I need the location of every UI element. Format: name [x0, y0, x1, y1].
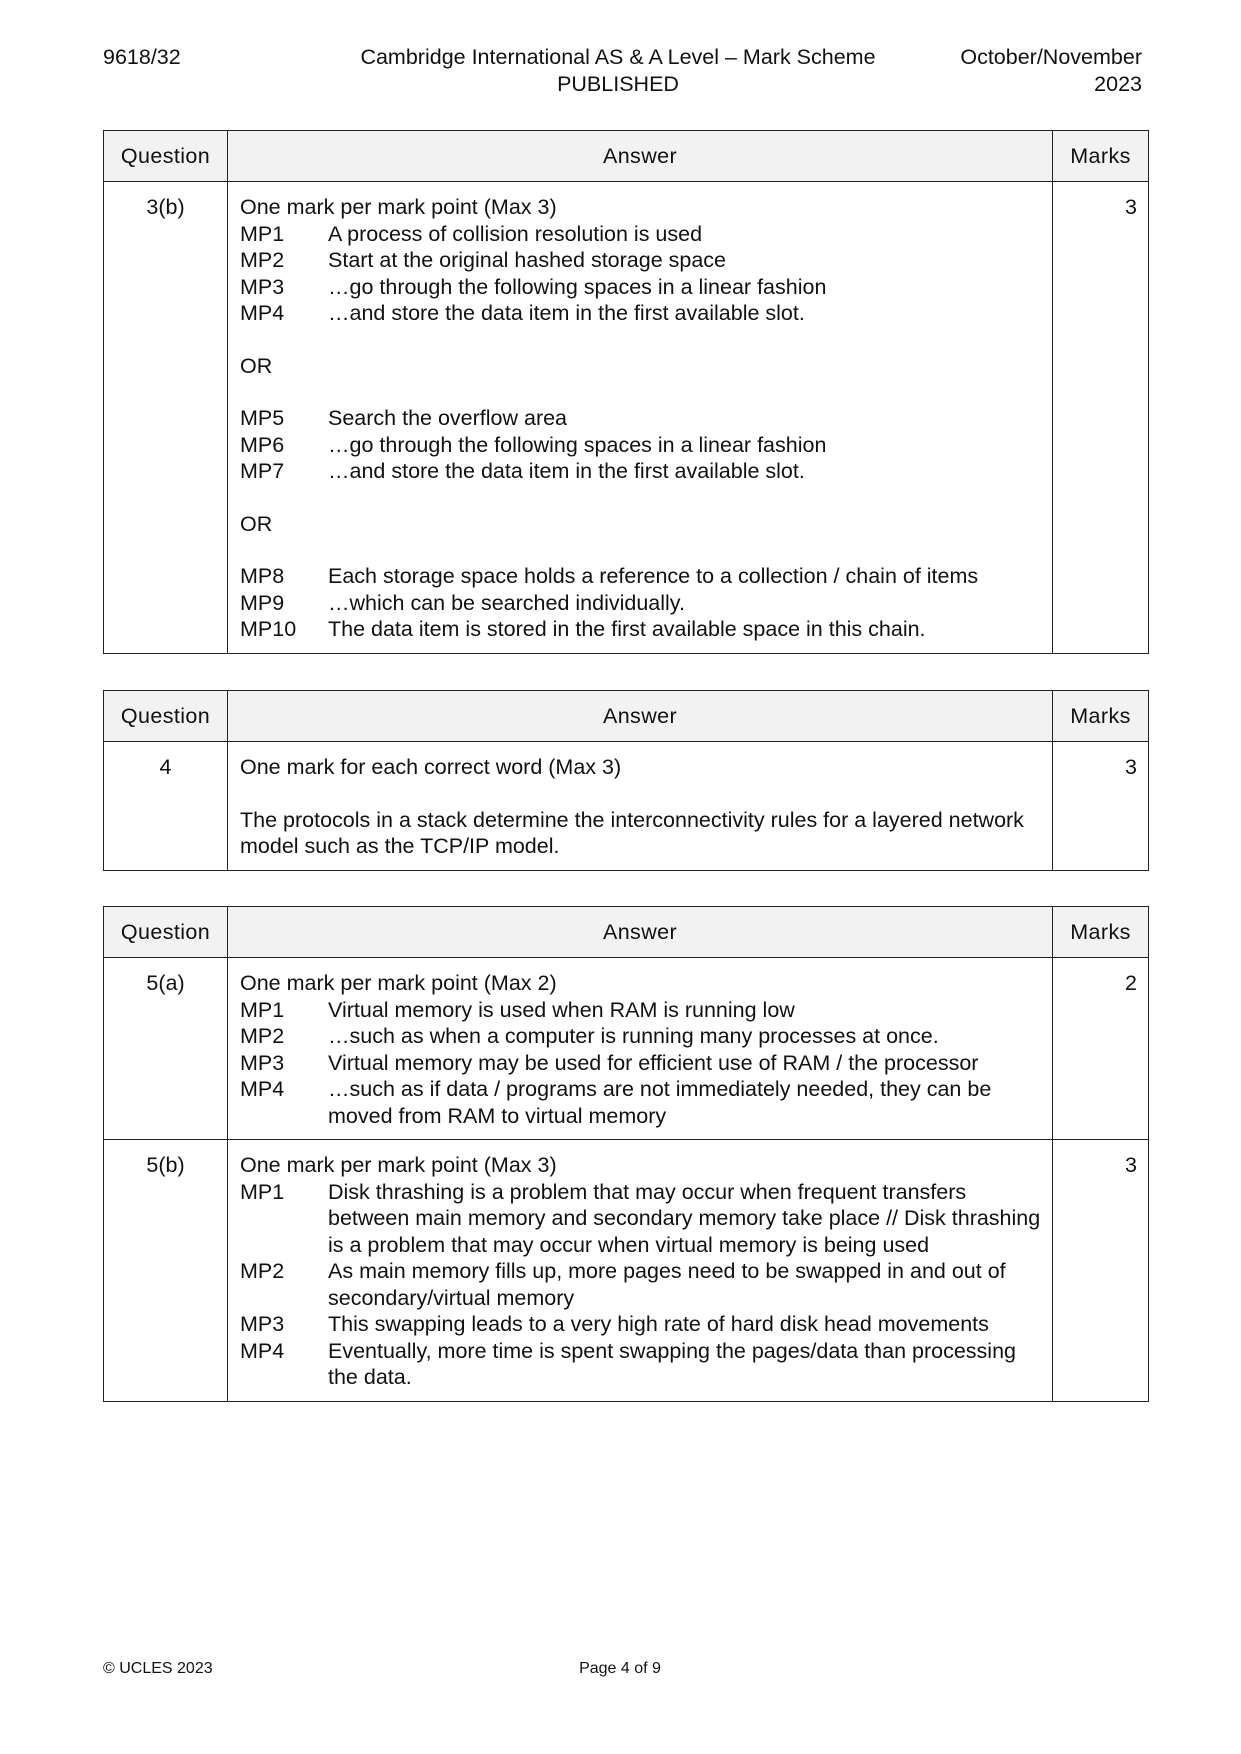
mark-point [240, 458, 1042, 485]
mark-scheme-table-q3b [103, 130, 1149, 654]
column-header-marks: Marks [1053, 907, 1149, 958]
table-header-row [104, 131, 1149, 182]
mark-point-text: …and store the data item in the first available slot. [328, 459, 805, 483]
answer-intro: One mark for each correct word (Max 3) [240, 755, 622, 779]
mark-point-label: MP9 [240, 590, 285, 615]
mark-point-text: The data item is stored in the first available space in this chain. [328, 617, 926, 641]
answer-intro: One mark per mark point (Max 2) [240, 971, 557, 995]
mark-point [240, 1076, 1042, 1129]
exam-session-line2: 2023 [1094, 72, 1142, 96]
table-row [104, 958, 1149, 1140]
mark-point [240, 1050, 1042, 1077]
page-number: Page 4 of 9 [579, 1660, 661, 1677]
column-header-question: Question [104, 907, 228, 958]
mark-scheme-table-q5 [103, 906, 1149, 1402]
answer-intro: One mark per mark point (Max 3) [240, 195, 557, 219]
column-header-answer: Answer [228, 131, 1053, 182]
mark-point-label: MP2 [240, 1024, 285, 1048]
mark-point-text: …such as if data / programs are not immediately needed, they can be moved from RAM to virtual memory [328, 1077, 992, 1128]
mark-point-text: …and store the data item in the first available slot. [328, 301, 805, 325]
column-header-question: Question [104, 691, 228, 742]
mark-point-label: MP8 [240, 564, 285, 588]
mark-point-label: MP3 [240, 274, 285, 299]
mark-point-text: Eventually, more time is spent swapping the pages/data than processing the data. [328, 1338, 1016, 1389]
mark-scheme-table-q4 [103, 690, 1149, 871]
copyright-notice: © UCLES 2023 [103, 1660, 213, 1677]
mark-point-label: MP7 [240, 459, 285, 483]
mark-point-text: Virtual memory may be used for efficient use of RAM / the processor [328, 1050, 979, 1075]
question-number: 5(b) [104, 1140, 228, 1402]
mark-point [240, 1179, 1042, 1259]
exam-session-line1: October/November [960, 45, 1142, 69]
mark-point-label: MP4 [240, 301, 285, 325]
alternative-separator: OR [240, 353, 273, 378]
mark-point [240, 616, 1042, 643]
mark-point-text: Search the overflow area [328, 406, 568, 430]
mark-point-text: A process of collision resolution is used [328, 221, 703, 246]
answer-intro: One mark per mark point (Max 3) [240, 1153, 557, 1177]
mark-point [240, 1311, 1042, 1338]
mark-point [240, 405, 1042, 432]
mark-point [240, 590, 1042, 617]
table-header-row [104, 907, 1149, 958]
mark-point-label: MP1 [240, 997, 285, 1022]
mark-point-text: …go through the following spaces in a linear fashion [328, 432, 827, 457]
mark-point [240, 300, 1042, 327]
mark-point-text: Disk thrashing is a problem that may occur when frequent transfers between main memory and secondary memory take place // Disk thrashing is a problem that may occur when virtual memory is being used [328, 1179, 1041, 1257]
document-title [330, 44, 906, 98]
document-title-line1: Cambridge International AS & A Level – Mark Scheme [360, 45, 876, 69]
question-number: 4 [104, 742, 228, 871]
mark-point-text: Start at the original hashed storage space [328, 248, 727, 272]
mark-point [240, 997, 1042, 1024]
mark-point-text: …go through the following spaces in a linear fashion [328, 274, 827, 299]
column-header-marks: Marks [1053, 131, 1149, 182]
mark-point-label: MP5 [240, 406, 285, 430]
mark-point-label: MP1 [240, 1179, 285, 1204]
column-header-marks: Marks [1053, 691, 1149, 742]
answer-cell [228, 1140, 1053, 1402]
mark-point [240, 274, 1042, 301]
table-row [104, 1140, 1149, 1402]
answer-cell [228, 958, 1053, 1140]
marks-value: 3 [1053, 1140, 1149, 1402]
mark-point-label: MP2 [240, 248, 285, 272]
mark-point [240, 221, 1042, 248]
marks-value: 2 [1053, 958, 1149, 1140]
answer-cell [228, 182, 1053, 654]
mark-point [240, 1258, 1042, 1311]
alternative-separator: OR [240, 511, 273, 536]
mark-point-text: …such as when a computer is running many processes at once. [328, 1024, 939, 1048]
mark-point-label: MP3 [240, 1312, 285, 1336]
question-number: 5(a) [104, 958, 228, 1140]
mark-point [240, 432, 1042, 459]
mark-point-text: Virtual memory is used when RAM is running low [328, 997, 795, 1022]
paper-code [103, 44, 181, 71]
mark-point-label: MP2 [240, 1259, 285, 1283]
question-number: 3(b) [104, 182, 228, 654]
mark-point-label: MP3 [240, 1050, 285, 1075]
answer-cell [228, 742, 1053, 871]
paper-code-text: 9618/32 [103, 45, 181, 69]
mark-point-label: MP1 [240, 221, 285, 246]
mark-point-text: …which can be searched individually. [328, 590, 685, 615]
mark-point-text: As main memory fills up, more pages need to be swapped in and out of secondary/virtual memory [328, 1259, 1006, 1310]
mark-point [240, 247, 1042, 274]
mark-point-label: MP6 [240, 432, 285, 457]
column-header-answer: Answer [228, 691, 1053, 742]
column-header-answer: Answer [228, 907, 1053, 958]
mark-point [240, 1338, 1042, 1391]
exam-session [960, 44, 1142, 98]
marks-value: 3 [1053, 742, 1149, 871]
mark-point-label: MP4 [240, 1077, 285, 1101]
table-header-row [104, 691, 1149, 742]
document-title-line2: PUBLISHED [557, 72, 679, 96]
mark-point [240, 563, 1042, 590]
mark-point-label: MP10 [240, 617, 297, 641]
answer-text: The protocols in a stack determine the interconnectivity rules for a layered network model such as the TCP/IP model. [240, 807, 1024, 858]
column-header-question: Question [104, 131, 228, 182]
mark-point-text: This swapping leads to a very high rate of hard disk head movements [328, 1312, 989, 1336]
mark-point [240, 1023, 1042, 1050]
mark-point-label: MP4 [240, 1338, 285, 1363]
table-row [104, 742, 1149, 871]
table-row [104, 182, 1149, 654]
marks-value: 3 [1053, 182, 1149, 654]
mark-point-text: Each storage space holds a reference to a collection / chain of items [328, 564, 979, 588]
